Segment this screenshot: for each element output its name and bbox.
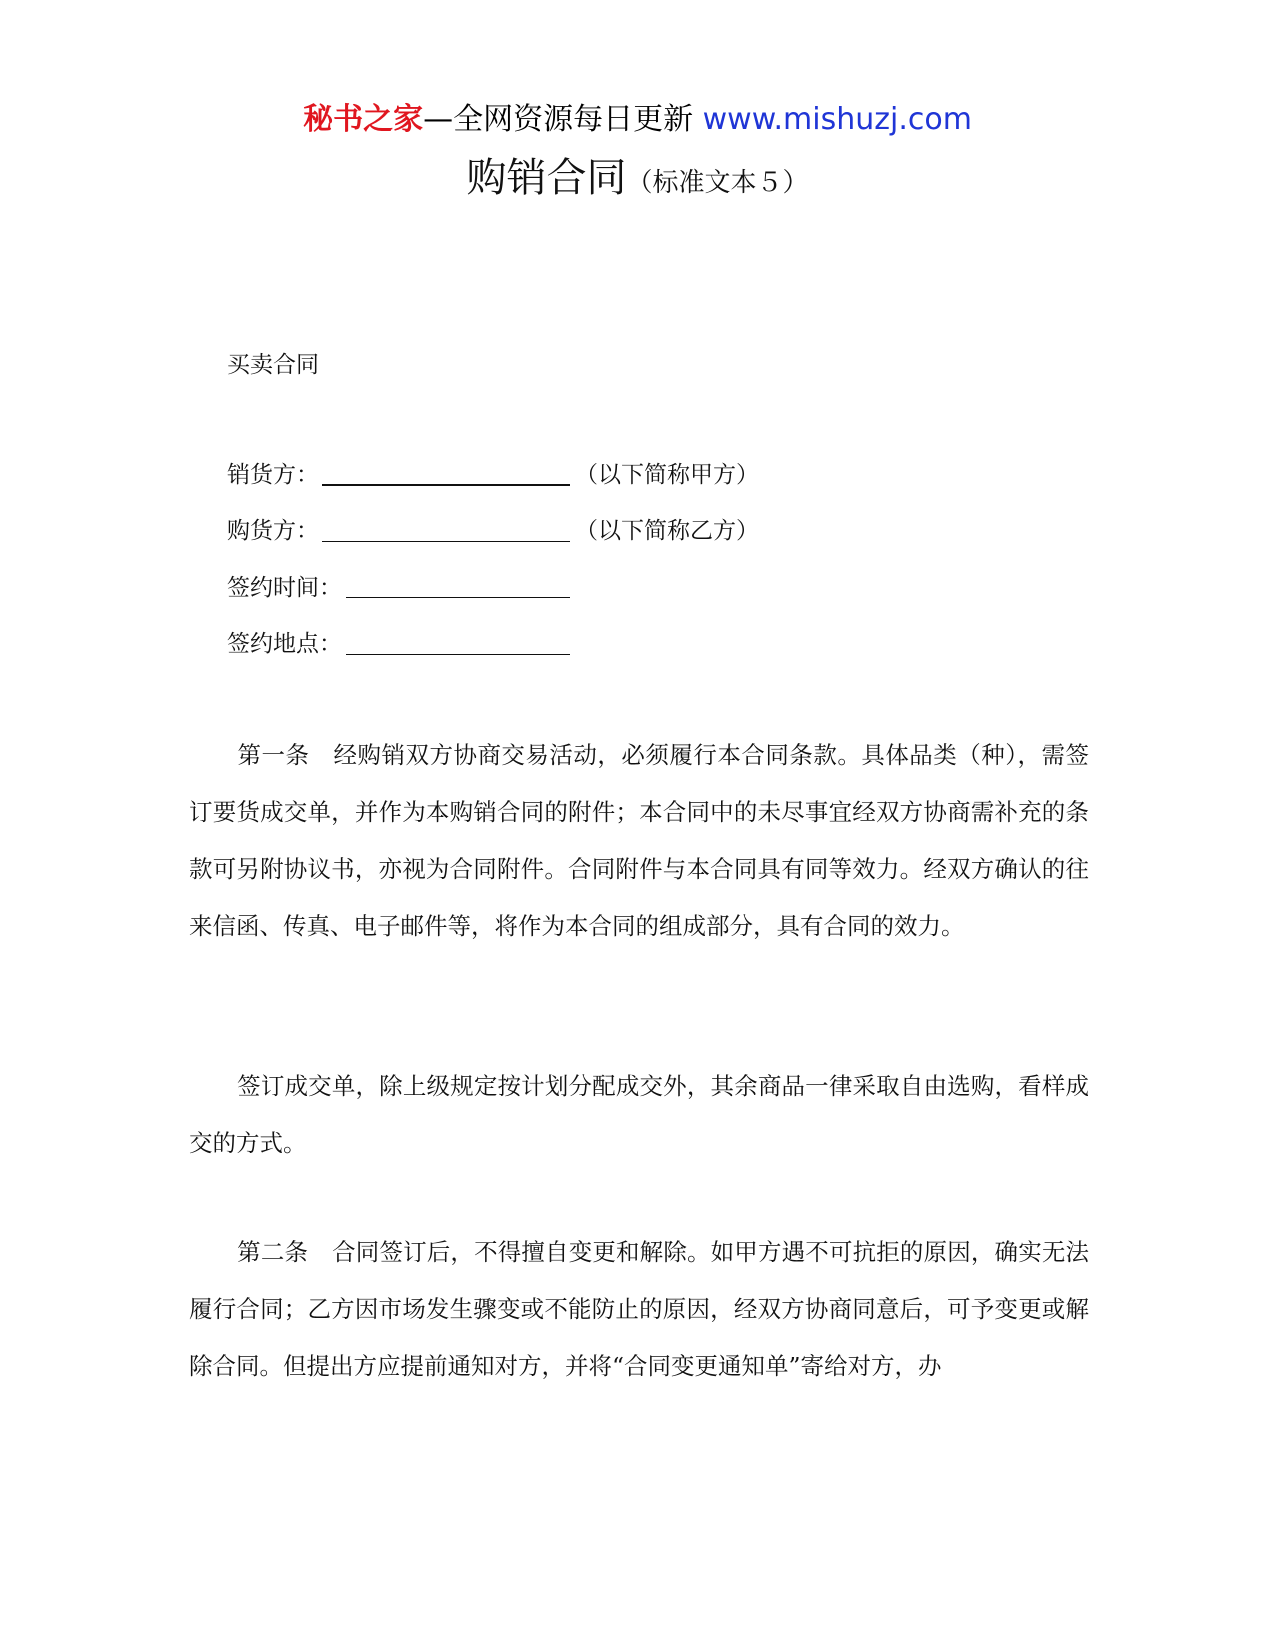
- sign-place-label: 签约地点：: [227, 631, 342, 657]
- title-subtitle: （标准文本５）: [626, 168, 809, 198]
- contract-type: 买卖合同: [227, 352, 319, 378]
- article-1: [189, 727, 1089, 955]
- buyer-note: （以下简称乙方）: [575, 518, 759, 544]
- paragraph-2-text: 签订成交单，除上级规定按计划分配成交外，其余商品一律采取自由选购，看样成交的方式。: [189, 1072, 1089, 1157]
- article-2: [189, 1224, 1089, 1395]
- article-1-text: 经购销双方协商交易活动，必须履行本合同条款。具体品类（种），需签订要货成交单，并作为本购销合同的附件；本合同中的未尽事宜经双方协商需补充的条款可另附协议书，亦视为合同附件。合同附件与本合同具有同等效力。经双方确认的往来信函、传真、电子邮件等，将作为本合同的组成部分，具有合同的效力。: [189, 741, 1090, 940]
- document-title: [0, 152, 1275, 204]
- article-1-number: 第一条: [237, 741, 310, 769]
- seller-label: 销货方：: [227, 462, 319, 488]
- brand-name: 秘书之家: [303, 102, 424, 137]
- banner-tagline: —全网资源每日更新: [423, 102, 694, 137]
- sign-time-blank-field[interactable]: [346, 597, 570, 598]
- paragraph-2: [189, 1058, 1089, 1172]
- buyer-blank-field[interactable]: [322, 541, 570, 542]
- sign-time-label: 签约时间：: [227, 575, 342, 601]
- seller-blank-field[interactable]: [322, 484, 570, 486]
- site-banner: [0, 100, 1275, 140]
- seller-note: （以下简称甲方）: [575, 462, 759, 488]
- article-2-number: 第二条: [237, 1238, 309, 1266]
- article-2-text: 合同签订后，不得擅自变更和解除。如甲方遇不可抗拒的原因，确实无法履行合同；乙方因市场发生骤变或不能防止的原因，经双方协商同意后，可予变更或解除合同。但提出方应提前通知对方，并将“合同变更通知单”寄给对方，办: [189, 1238, 1090, 1380]
- title-main: 购销合同: [466, 155, 627, 201]
- sign-place-blank-field[interactable]: [346, 654, 570, 655]
- site-url-link[interactable]: www.mishuzj.com: [702, 102, 972, 137]
- buyer-label: 购货方：: [227, 518, 319, 544]
